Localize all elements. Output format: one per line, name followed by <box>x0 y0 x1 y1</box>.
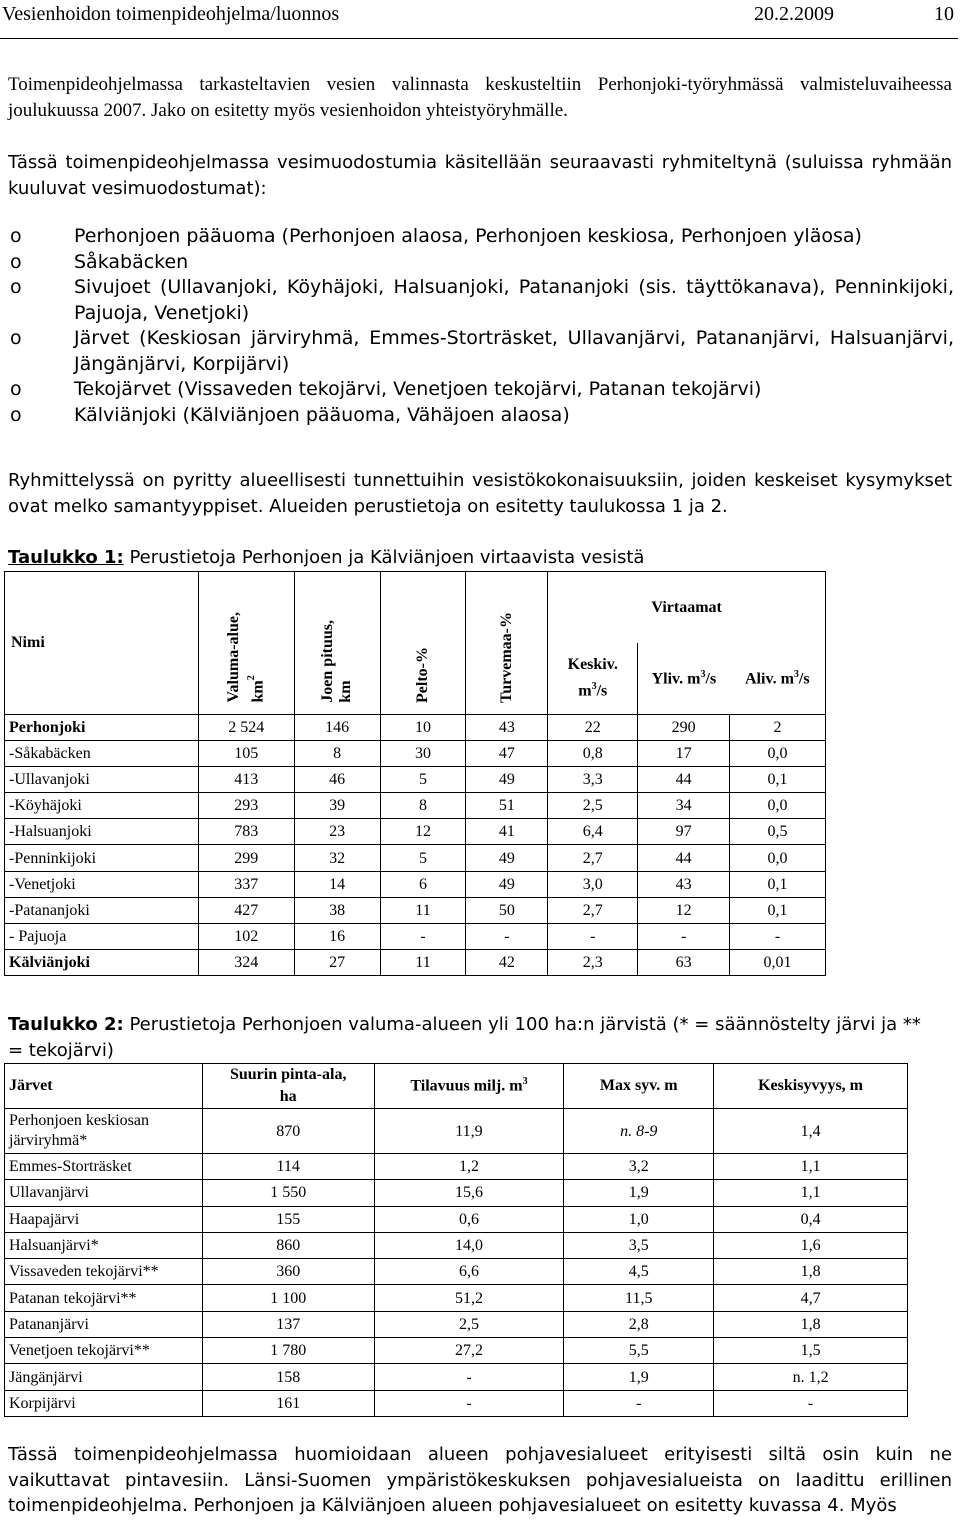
t1-cell-mean: 3,3 <box>548 767 638 793</box>
t2-cell-mean: - <box>714 1390 908 1416</box>
t1-cell-length: 146 <box>294 715 380 741</box>
t1-cell-name: - Pajuoja <box>5 923 199 949</box>
document-date: 20.2.2009 <box>754 3 834 25</box>
grouping-paragraph: Ryhmittelyssä on pyritty alueellisesti tunnettuihin vesistökokonaisuuksiin, joiden keskeiset kysymykset ovat melko samantyyppiset. Alueiden perustietoja on esitetty taulukossa 1 ja 2. <box>8 470 952 517</box>
t2-cell-name: Vissaveden tekojärvi** <box>5 1259 203 1285</box>
t2-cell-name: Halsuanjärvi* <box>5 1232 203 1258</box>
t1-cell-length: 38 <box>294 897 380 923</box>
group-list-item <box>8 224 954 250</box>
group-list-item <box>8 326 954 377</box>
t1-cell-field: 8 <box>380 793 466 819</box>
t1-cell-area: 299 <box>198 845 294 871</box>
t2-cell-name: Patanan tekojärvi** <box>5 1285 203 1311</box>
t2-cell-mean: n. 1,2 <box>714 1364 908 1390</box>
table2-caption-text: Perustietoja Perhonjoen valuma-alueen yli 100 ha:n järvistä (* = säännöstelty järvi ja ** = tekojärvi) <box>8 1014 921 1061</box>
t1-cell-mean: - <box>548 923 638 949</box>
t1-header-area: Valuma-alue, $km^2$ <box>198 572 294 715</box>
t1-cell-length: 8 <box>294 741 380 767</box>
t1-cell-area: 293 <box>198 793 294 819</box>
t1-cell-name: Perhonjoki <box>5 715 199 741</box>
t2-cell-volume: - <box>374 1390 564 1416</box>
t1-cell-field: 6 <box>380 871 466 897</box>
t1-cell-field: 10 <box>380 715 466 741</box>
t2-cell-name: Jängänjärvi <box>5 1364 203 1390</box>
t2-cell-max: n. 8-9 <box>564 1109 714 1154</box>
t1-cell-high: 97 <box>638 819 730 845</box>
t1-cell-field: 12 <box>380 819 466 845</box>
t1-cell-low: 2 <box>730 715 826 741</box>
bullet-marker: o <box>10 250 22 273</box>
t1-header-high: Yliv. $m^3/s$ <box>638 643 730 715</box>
t1-cell-high: 17 <box>638 741 730 767</box>
bullet-marker: o <box>10 276 22 298</box>
t2-cell-name: Venetjoen tekojärvi** <box>5 1338 203 1364</box>
t1-cell-length: 23 <box>294 819 380 845</box>
group-list-text: Tekojärvet (Vissaveden tekojärvi, Venetjoen tekojärvi, Patanan tekojärvi) <box>74 378 762 400</box>
t2-cell-name: Ullavanjärvi <box>5 1180 203 1206</box>
t1-cell-field: 5 <box>380 845 466 871</box>
t1-cell-length: 39 <box>294 793 380 819</box>
group-list-item <box>8 377 954 403</box>
t1-cell-field: 30 <box>380 741 466 767</box>
t2-cell-max: 11,5 <box>564 1285 714 1311</box>
table-row <box>5 871 826 897</box>
document-title: Vesienhoidon toimenpideohjelma/luonnos <box>2 3 340 25</box>
t1-cell-peat: 49 <box>466 845 548 871</box>
t2-cell-volume: 1,2 <box>374 1154 564 1180</box>
table-row <box>5 897 826 923</box>
table1-caption-text: Perustietoja Perhonjoen ja Kälviänjoen virtaavista vesistä <box>123 547 645 568</box>
t2-cell-name: Haapajärvi <box>5 1206 203 1232</box>
bullet-marker: o <box>10 327 22 349</box>
t2-cell-area: 860 <box>202 1232 374 1258</box>
t2-cell-area: 137 <box>202 1311 374 1337</box>
t1-cell-high: 44 <box>638 845 730 871</box>
t2-cell-name: Perhonjoen keskiosan järviryhmä* <box>5 1109 203 1154</box>
table-row <box>5 715 826 741</box>
t2-cell-area: 1 550 <box>202 1180 374 1206</box>
header-divider <box>0 38 958 39</box>
t1-cell-mean: 2,5 <box>548 793 638 819</box>
t1-cell-area: 413 <box>198 767 294 793</box>
t1-cell-mean: 2,3 <box>548 949 638 975</box>
t1-cell-low: 0,0 <box>730 793 826 819</box>
t1-cell-field: 11 <box>380 949 466 975</box>
table-row <box>5 1390 908 1416</box>
t2-cell-name: Emmes-Storträsket <box>5 1154 203 1180</box>
t1-cell-area: 337 <box>198 871 294 897</box>
t2-cell-area: 360 <box>202 1259 374 1285</box>
t2-cell-name: Patananjärvi <box>5 1311 203 1337</box>
t1-cell-high: 44 <box>638 767 730 793</box>
table-row <box>5 1206 908 1232</box>
t1-header-name: Nimi <box>5 572 199 715</box>
table-row <box>5 1311 908 1337</box>
group-list-text: Järvet (Keskiosan järviryhmä, Emmes-Storträsket, Ullavanjärvi, Patananjärvi, Halsuanjärvi, Jängänjärvi, Korpijärvi) <box>74 327 954 375</box>
t1-cell-field: 5 <box>380 767 466 793</box>
t1-cell-length: 32 <box>294 845 380 871</box>
table-row <box>5 819 826 845</box>
t2-cell-volume: 6,6 <box>374 1259 564 1285</box>
t1-cell-high: 34 <box>638 793 730 819</box>
t2-cell-max: 1,9 <box>564 1364 714 1390</box>
t2-cell-max: 4,5 <box>564 1259 714 1285</box>
t1-cell-name: -Ullavanjoki <box>5 767 199 793</box>
t1-cell-area: 324 <box>198 949 294 975</box>
table2-caption-label: Taulukko 2: <box>8 1014 124 1035</box>
t1-cell-mean: 2,7 <box>548 845 638 871</box>
table-row <box>5 793 826 819</box>
table2-caption <box>8 1012 938 1064</box>
t2-cell-max: 1,9 <box>564 1180 714 1206</box>
table-row <box>5 1285 908 1311</box>
t1-header-field: Pelto-% <box>380 572 466 715</box>
page-number: 10 <box>934 3 954 25</box>
intro-paragraph-1: Toimenpideohjelmassa tarkasteltavien vesien valinnasta keskusteltiin Perhonjoki-työryhmässä valmisteluvaiheessa joulukuussa 2007. Jako on esitetty myös vesienhoidon yhteistyöryhmälle. <box>8 74 952 121</box>
t2-cell-max: 3,5 <box>564 1232 714 1258</box>
t1-header-length: Joen pituus, km <box>294 572 380 715</box>
t2-cell-area: 155 <box>202 1206 374 1232</box>
t1-cell-name: Kälviänjoki <box>5 949 199 975</box>
t2-cell-area: 114 <box>202 1154 374 1180</box>
t2-cell-volume: 27,2 <box>374 1338 564 1364</box>
t2-cell-area: 161 <box>202 1390 374 1416</box>
t2-cell-area: 1 100 <box>202 1285 374 1311</box>
t2-cell-mean: 0,4 <box>714 1206 908 1232</box>
group-list-text: Såkabäcken <box>74 250 189 273</box>
t1-cell-area: 427 <box>198 897 294 923</box>
table-row <box>5 1232 908 1258</box>
table-row <box>5 1109 908 1154</box>
t2-cell-mean: 4,7 <box>714 1285 908 1311</box>
t1-cell-high: - <box>638 923 730 949</box>
table-row <box>5 923 826 949</box>
table-row <box>5 845 826 871</box>
t1-cell-mean: 3,0 <box>548 871 638 897</box>
t2-cell-volume: - <box>374 1364 564 1390</box>
bullet-marker: o <box>10 225 22 247</box>
t1-cell-name: -Halsuanjoki <box>5 819 199 845</box>
t1-header-low: Aliv. $m^3/s$ <box>730 643 826 715</box>
t2-cell-volume: 2,5 <box>374 1311 564 1337</box>
t1-cell-area: 783 <box>198 819 294 845</box>
t1-cell-length: 14 <box>294 871 380 897</box>
t2-cell-mean: 1,8 <box>714 1311 908 1337</box>
t1-cell-area: 102 <box>198 923 294 949</box>
page-header <box>2 2 954 26</box>
t1-cell-length: 16 <box>294 923 380 949</box>
t1-cell-length: 27 <box>294 949 380 975</box>
t1-cell-field: - <box>380 923 466 949</box>
t2-cell-mean: 1,4 <box>714 1109 908 1154</box>
table1-rivers <box>4 571 826 976</box>
t1-cell-name: -Köyhäjoki <box>5 793 199 819</box>
t2-cell-volume: 11,9 <box>374 1109 564 1154</box>
table1-caption-label: Taulukko 1: <box>8 547 124 568</box>
table-row <box>5 1338 908 1364</box>
t1-cell-low: 0,0 <box>730 845 826 871</box>
t1-cell-name: -Venetjoki <box>5 871 199 897</box>
t1-cell-peat: 50 <box>466 897 548 923</box>
table1-caption <box>8 545 644 570</box>
group-list-text: Sivujoet (Ullavanjoki, Köyhäjoki, Halsuanjoki, Patananjoki (sis. täyttökanava), Penninkijoki, Pajuoja, Venetjoki) <box>74 276 954 324</box>
t1-cell-area: 2 524 <box>198 715 294 741</box>
t1-cell-high: 290 <box>638 715 730 741</box>
t1-cell-area: 105 <box>198 741 294 767</box>
t1-cell-high: 63 <box>638 949 730 975</box>
t2-cell-volume: 0,6 <box>374 1206 564 1232</box>
t2-cell-max: - <box>564 1390 714 1416</box>
t1-cell-peat: 49 <box>466 871 548 897</box>
t2-cell-volume: 14,0 <box>374 1232 564 1258</box>
t1-cell-peat: 42 <box>466 949 548 975</box>
t1-cell-low: 0,1 <box>730 767 826 793</box>
t2-cell-mean: 1,5 <box>714 1338 908 1364</box>
bullet-marker: o <box>10 403 22 426</box>
t2-cell-max: 2,8 <box>564 1311 714 1337</box>
t2-cell-mean: 1,1 <box>714 1180 908 1206</box>
t1-cell-mean: 6,4 <box>548 819 638 845</box>
table-row <box>5 949 826 975</box>
group-list-item <box>8 403 954 429</box>
table-row <box>5 1154 908 1180</box>
t2-cell-mean: 1,8 <box>714 1259 908 1285</box>
t2-cell-area: 158 <box>202 1364 374 1390</box>
table-row <box>5 741 826 767</box>
t2-cell-name: Korpijärvi <box>5 1390 203 1416</box>
t1-cell-field: 11 <box>380 897 466 923</box>
table-row <box>5 1364 908 1390</box>
t1-cell-mean: 22 <box>548 715 638 741</box>
t2-cell-area: 1 780 <box>202 1338 374 1364</box>
t1-cell-peat: - <box>466 923 548 949</box>
t2-cell-volume: 51,2 <box>374 1285 564 1311</box>
t2-cell-mean: 1,1 <box>714 1154 908 1180</box>
t2-header-volume: Tilavuus milj. $m^3$ <box>374 1064 564 1109</box>
t1-cell-name: -Såkabäcken <box>5 741 199 767</box>
t2-cell-volume: 15,6 <box>374 1180 564 1206</box>
t1-cell-low: 0,5 <box>730 819 826 845</box>
t1-cell-length: 46 <box>294 767 380 793</box>
table2-lakes <box>4 1063 908 1417</box>
t2-header-meandepth: Keskisyvyys, m <box>714 1064 908 1109</box>
group-list-item <box>8 250 954 276</box>
intro-paragraph-2: Tässä toimenpideohjelmassa vesimuodostumia käsitellään seuraavasti ryhmiteltynä (suluissa ryhmään kuuluvat vesimuodostumat): <box>8 152 952 199</box>
group-list-item <box>8 275 954 326</box>
t1-cell-name: -Patananjoki <box>5 897 199 923</box>
table-row <box>5 1259 908 1285</box>
t2-header-lakes: Järvet <box>5 1064 203 1109</box>
t1-cell-peat: 47 <box>466 741 548 767</box>
t2-header-maxdepth: Max syv. m <box>564 1064 714 1109</box>
groundwater-paragraph: Tässä toimenpideohjelmassa huomioidaan alueen pohjavesialueet erityisesti siltä osin kuin ne vaikuttavat pintavesiin. Länsi-Suomen ympäristökeskuksen pohjavesialueista on laadittu erillinen toimenpideohjelma. Perhonjoen ja Kälviänjoen alueen pohjavesialueet on esitetty kuvassa 4. Myös <box>8 1444 952 1516</box>
t1-cell-low: 0,0 <box>730 741 826 767</box>
group-list-text: Perhonjoen pääuoma (Perhonjoen alaosa, Perhonjoen keskiosa, Perhonjoen yläosa) <box>74 225 862 247</box>
t1-cell-low: 0,1 <box>730 871 826 897</box>
table-row <box>5 767 826 793</box>
t2-cell-max: 1,0 <box>564 1206 714 1232</box>
table-row <box>5 1180 908 1206</box>
t2-cell-mean: 1,6 <box>714 1232 908 1258</box>
t1-header-peat: Turvemaa-% <box>466 572 548 715</box>
t2-header-area: Suurin pinta-ala, ha <box>202 1064 374 1109</box>
t2-cell-max: 3,2 <box>564 1154 714 1180</box>
t1-cell-peat: 51 <box>466 793 548 819</box>
t1-cell-mean: 2,7 <box>548 897 638 923</box>
t1-header-mean: Keskiv. $m^3/s$ <box>548 643 638 715</box>
t2-cell-max: 5,5 <box>564 1338 714 1364</box>
t1-cell-mean: 0,8 <box>548 741 638 767</box>
t1-cell-peat: 41 <box>466 819 548 845</box>
t1-cell-low: 0,1 <box>730 897 826 923</box>
t1-header-flows: Virtaamat <box>548 572 826 644</box>
bullet-marker: o <box>10 378 22 400</box>
t1-cell-high: 43 <box>638 871 730 897</box>
t1-cell-name: -Penninkijoki <box>5 845 199 871</box>
group-list <box>8 224 954 428</box>
t2-cell-area: 870 <box>202 1109 374 1154</box>
t1-cell-peat: 49 <box>466 767 548 793</box>
t1-cell-peat: 43 <box>466 715 548 741</box>
t1-cell-high: 12 <box>638 897 730 923</box>
t1-cell-low: 0,01 <box>730 949 826 975</box>
t1-cell-low: - <box>730 923 826 949</box>
group-list-text: Kälviänjoki (Kälviänjoen pääuoma, Vähäjoen alaosa) <box>74 403 570 426</box>
